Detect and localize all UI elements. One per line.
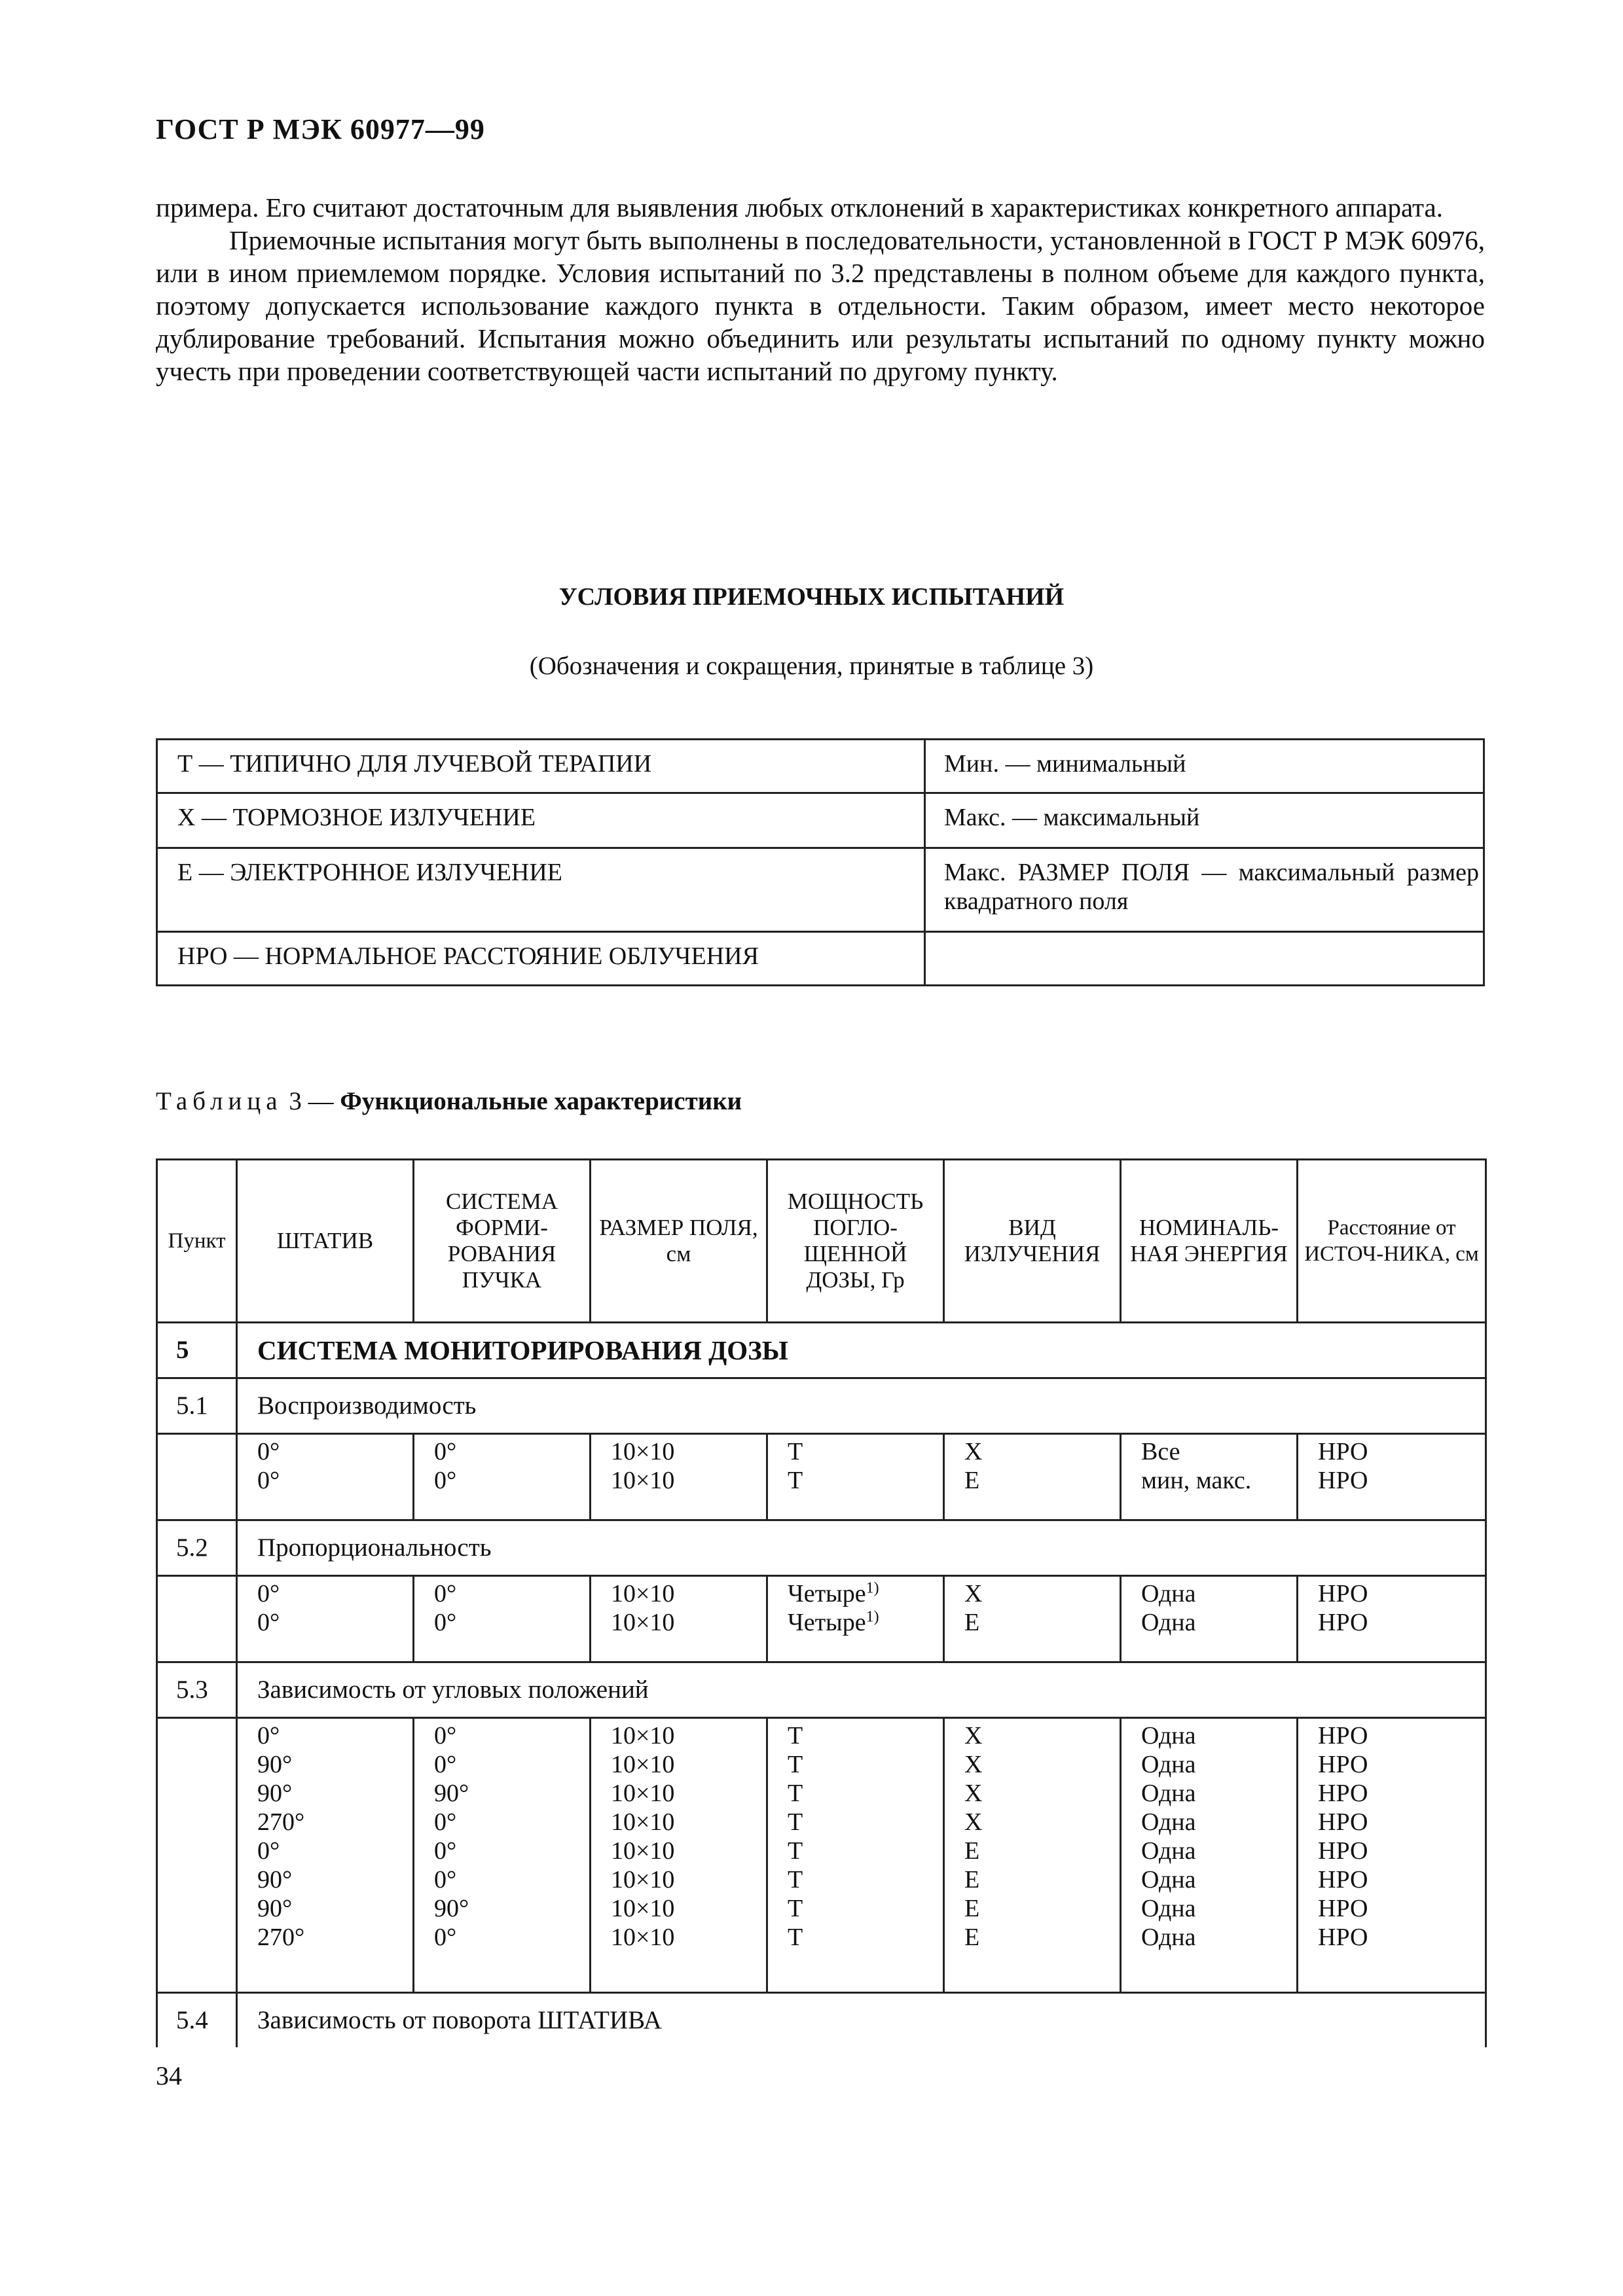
gantry-cell: 0° 90° 90° 270° 0° 90° 90° 270° (237, 1718, 414, 1993)
section-row (157, 1323, 1486, 1378)
table-caption (156, 1086, 742, 1116)
footnote-mark: 1) (866, 1608, 879, 1626)
legend-abbrev (925, 932, 1484, 986)
dose-cell: Т Т (767, 1434, 944, 1520)
subsection-title: Зависимость от поворота ШТАТИВА (237, 1993, 1486, 2048)
legend-abbrev: Мин. — минимальный (925, 740, 1484, 793)
distance-cell: НРО НРО (1298, 1576, 1486, 1662)
radiation-cell: Х Е (944, 1434, 1121, 1520)
legend-abbrev: Макс. РАЗМЕР ПОЛЯ — максимальный размер квадратного поля (925, 848, 1484, 932)
subsection-title: Пропорциональность (237, 1520, 1486, 1576)
col-header-dose-rate: МОЩНОСТЬ ПОГЛО-ЩЕННОЙ ДОЗЫ, Гр (767, 1160, 944, 1323)
data-row (157, 1576, 1486, 1662)
gantry-cell: 0° 0° (237, 1434, 414, 1520)
subsection-row (157, 1378, 1486, 1434)
intro-text (156, 191, 1485, 387)
section-number: 5 (157, 1323, 237, 1378)
energy-cell: Одна Одна (1121, 1576, 1298, 1662)
col-header-field-size: РАЗМЕР ПОЛЯ, см (591, 1160, 767, 1323)
page-number: 34 (156, 2061, 182, 2090)
subsection-number: 5.1 (157, 1378, 237, 1434)
subsection-row (157, 1520, 1486, 1576)
dose-cell: Четыре$^{1)}$ Четыре$^{1)}$ (767, 1576, 944, 1662)
legend-term: Е — ЭЛЕКТРОННОЕ ИЗЛУЧЕНИЕ (157, 848, 925, 932)
beam-cell: 0° 0° 90° 0° 0° 0° 90° 0° (414, 1718, 591, 1993)
legend-row (157, 932, 1484, 986)
subsection-title: Зависимость от угловых положений (237, 1662, 1486, 1718)
subsection-number: 5.4 (157, 1993, 237, 2048)
col-header-radiation-type: ВИД ИЗЛУЧЕНИЯ (944, 1160, 1121, 1323)
item-cell (157, 1576, 237, 1662)
legend-term: Х — ТОРМОЗНОЕ ИЗЛУЧЕНИЕ (157, 793, 925, 848)
energy-cell: Все мин, макс. (1121, 1434, 1298, 1520)
intro-paragraph-2: Приемочные испытания могут быть выполнены в последовательности, установленной в ГОСТ Р МЭК 60976, или в ином приемлемом порядке. Условия испытаний по 3.2 представлены в полном объеме для каждого пункта, поэтому допускается использование каждого пункта в отдельности. Таким образом, имеет место некоторое дублирование требований. Испытания можно объединить или результаты испытаний по одному пункту можно учесть при проведении соответствующей части испытаний по другому пункту. (156, 225, 1485, 386)
legend-abbrev: Макс. — максимальный (925, 793, 1484, 848)
document-header: ГОСТ Р МЭК 60977—99 (156, 113, 485, 145)
field-cell: 10×10 10×10 10×10 10×10 10×10 10×10 10×10 10×10 (591, 1718, 767, 1993)
item-cell (157, 1434, 237, 1520)
subsection-row (157, 1662, 1486, 1718)
legend-table (156, 738, 1485, 986)
energy-cell: Одна Одна Одна Одна Одна Одна Одна Одна (1121, 1718, 1298, 1993)
distance-cell: НРО НРО (1298, 1434, 1486, 1520)
beam-cell: 0° 0° (414, 1576, 591, 1662)
legend-term: НРО — НОРМАЛЬНОЕ РАССТОЯНИЕ ОБЛУЧЕНИЯ (157, 932, 925, 986)
legend-row (157, 793, 1484, 848)
subsection-number: 5.2 (157, 1520, 237, 1576)
table-caption-title: Функциональные характеристики (340, 1087, 742, 1115)
footnote-mark: 1) (866, 1579, 879, 1597)
gantry-cell: 0° 0° (237, 1576, 414, 1662)
field-cell: 10×10 10×10 (591, 1434, 767, 1520)
table-caption-number: 3 — (289, 1087, 334, 1115)
radiation-cell: Х Х Х Х Е Е Е Е (944, 1718, 1121, 1993)
beam-cell: 0° 0° (414, 1434, 591, 1520)
col-header-item: Пункт (157, 1160, 237, 1323)
section-subtitle: (Обозначения и сокращения, принятые в таблице 3) (529, 652, 1094, 680)
subsection-row (157, 1993, 1486, 2048)
data-row (157, 1434, 1486, 1520)
data-row (157, 1718, 1486, 1993)
dose-cell: Т Т Т Т Т Т Т Т (767, 1718, 944, 1993)
legend-row (157, 848, 1484, 932)
legend-term: Т — ТИПИЧНО ДЛЯ ЛУЧЕВОЙ ТЕРАПИИ (157, 740, 925, 793)
table-caption-prefix: Таблица (156, 1087, 283, 1115)
subsection-number: 5.3 (157, 1662, 237, 1718)
legend-row (157, 740, 1484, 793)
col-header-gantry: ШТАТИВ (237, 1160, 414, 1323)
characteristics-table (156, 1158, 1487, 2047)
section-title-cell: СИСТЕМА МОНИТОРИРОВАНИЯ ДОЗЫ (237, 1323, 1486, 1378)
subsection-title: Воспроизводимость (237, 1378, 1486, 1434)
radiation-cell: Х Е (944, 1576, 1121, 1662)
section-title: УСЛОВИЯ ПРИЕМОЧНЫХ ИСПЫТАНИЙ (558, 583, 1065, 611)
col-header-distance: Расстояние от ИСТОЧ-НИКА, см (1298, 1160, 1486, 1323)
item-cell (157, 1718, 237, 1993)
col-header-beam-system: СИСТЕМА ФОРМИ-РОВАНИЯ ПУЧКА (414, 1160, 591, 1323)
distance-cell: НРО НРО НРО НРО НРО НРО НРО НРО (1298, 1718, 1486, 1993)
intro-paragraph-1: примера. Его считают достаточным для выявления любых отклонений в характеристиках конкретного аппарата. (156, 192, 1443, 223)
field-cell: 10×10 10×10 (591, 1576, 767, 1662)
table-header-row (157, 1160, 1486, 1323)
col-header-energy: НОМИНАЛЬ-НАЯ ЭНЕРГИЯ (1121, 1160, 1298, 1323)
